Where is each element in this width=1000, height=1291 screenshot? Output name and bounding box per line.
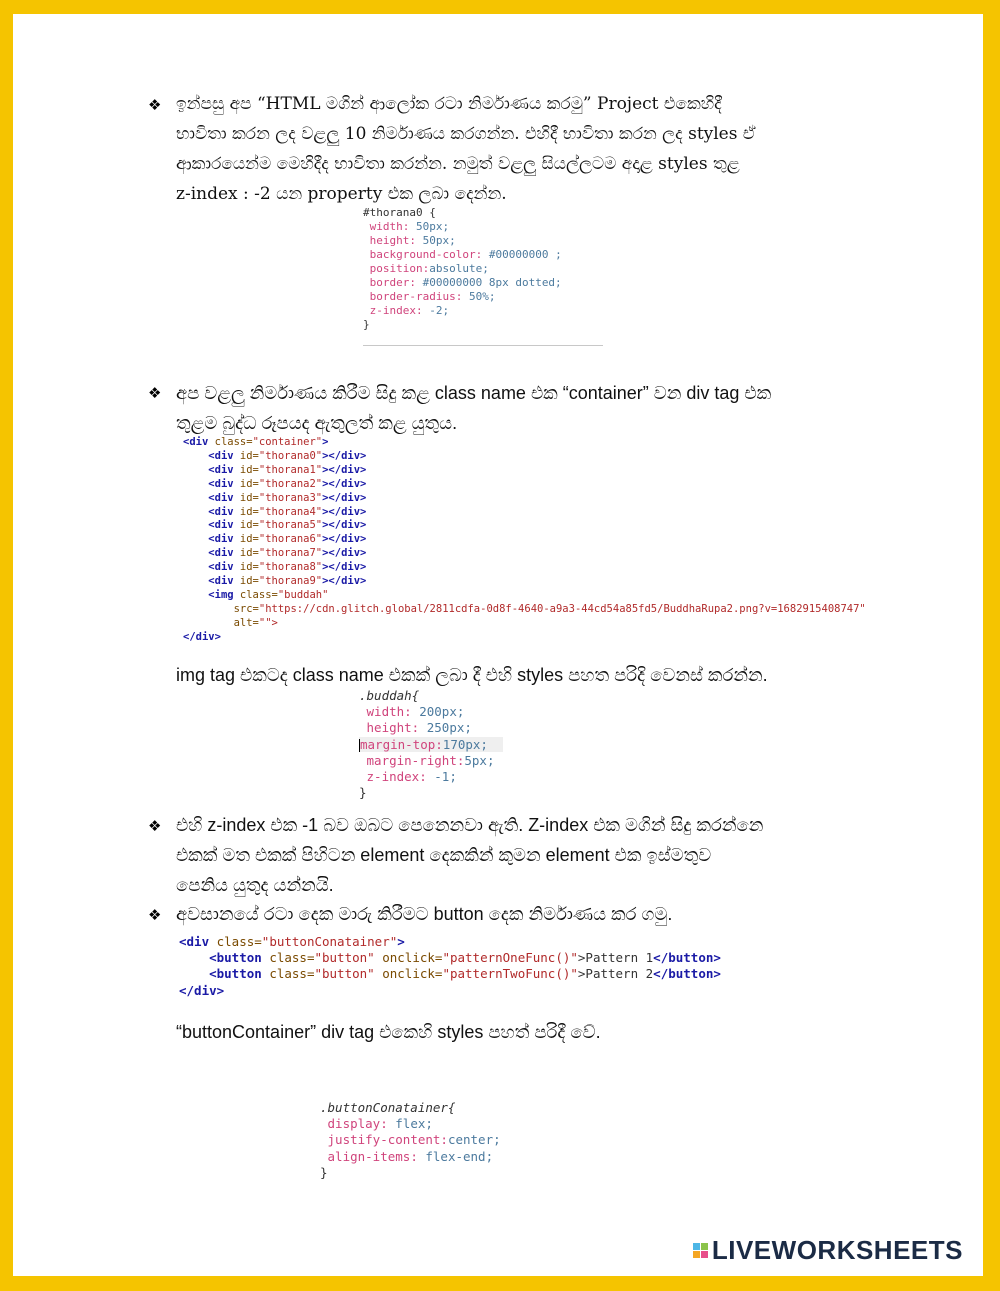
- brand-name: LIVEWORKSHEETS: [711, 1235, 963, 1265]
- paragraph-buttons: [176, 899, 672, 929]
- paragraph-button-container-styles: [176, 1017, 601, 1047]
- screenshot-edge: [363, 345, 603, 346]
- code-container-html: <div class="container"> <div id="thorana0"></div> <div id="thorana1"></div> <div id="thorana2"></div> <div id="thorana3"></div> <div id="thorana4"></div> <div id="thorana5"></div> <div id="thorana6"></div> <div id="thorana7"></div> <div id="thorana8"></div> <div id="thorana9"></div> <img class="buddah" src="https://cdn.glitch.global/2811cdfa-0d8f-4640-a9a3-44cd54a85fd5/BuddhaRupa2.png?v=1682915408747" alt=""> </div>: [183, 436, 866, 643]
- text-line: එහි z-index එක -1 බව ඔබට පෙනෙනවා ඇති. Z-index එක මගින් සිදු කරන්නෙ: [176, 815, 764, 835]
- text-line: තුළම බුද්ධ රූපයද ඇතුලත් කළ යුතුය.: [176, 413, 458, 433]
- paragraph-zindex-intro: [176, 89, 756, 209]
- liveworksheets-logo: [693, 1235, 963, 1266]
- text-line: භාවිතා කරන ලද වළලු 10 නිර්මාණය කරගන්න. එහිදී භාවිතා කරන ලද styles ඒ: [176, 124, 756, 144]
- text-line: z-index : -2 යන property එක ලබා දෙන්න.: [176, 184, 507, 204]
- code-thorana-css: #thorana0 { width: 50px; height: 50px; background-color: #00000000 ; position:absolute; border: #00000000 8px dotted; border-radius: 50%; z-index: -2; }: [363, 206, 562, 331]
- code-buttoncontainer-css: .buttonConatainer{ display: flex; justify-content:center; align-items: flex-end; }: [320, 1100, 501, 1180]
- code-buddah-css: .buddah{ width: 200px; height: 250px; margin-top:170px; margin-right:5px; z-index: -1; }: [359, 688, 503, 801]
- paragraph-img-class: [176, 660, 768, 690]
- bullet-diamond-icon: ❖: [148, 384, 162, 402]
- text-line: img tag එකටද class name එකක් ලබා දී එහි styles පහත පරිදි වෙනස් කරන්න.: [176, 665, 768, 685]
- text-line: ඉන්පසු අප “HTML මගින් ආලෝක රටා නිර්මාණය කරමු” Project එකෙහිදී: [176, 94, 722, 114]
- text-line: “buttonContainer” div tag එකෙහි styles පහත් පරිදී වේ.: [176, 1022, 601, 1042]
- paragraph-zindex-explain: [176, 810, 763, 900]
- text-line: එකක් මත එකක් පිහිටන element දෙකකින් කුමන element එක ඉස්මතුව: [176, 845, 712, 865]
- text-line: ආකාරයෙන්ම මෙහිදීද භාවිතා කරන්න. නමුත් වළලු සියල්ලටම අදාළ styles තුළ: [176, 154, 740, 174]
- worksheet-page: [13, 14, 983, 1276]
- bullet-diamond-icon: ❖: [148, 906, 162, 924]
- code-buttons-html: <div class="buttonConatainer"> <button class="button" onclick="patternOneFunc()">Pattern 1</button> <button class="button" onclick="patternTwoFunc()">Pattern 2</button> </div>: [179, 934, 721, 998]
- text-line: පෙනිය යුතුද යන්නයි.: [176, 875, 334, 895]
- bullet-diamond-icon: ❖: [148, 817, 162, 835]
- text-line: අවසානයේ රටා දෙක මාරු කිරීමට button දෙක නිර්මාණය කර ගමු.: [176, 904, 673, 924]
- text-line: අප වළලු නිර්මාණය කිරීම සිදු කළ class name එක “container” වන div tag එක: [176, 383, 772, 403]
- paragraph-container-div: [176, 378, 771, 438]
- bullet-diamond-icon: ❖: [148, 96, 162, 114]
- liveworksheets-mark-icon: [693, 1243, 708, 1258]
